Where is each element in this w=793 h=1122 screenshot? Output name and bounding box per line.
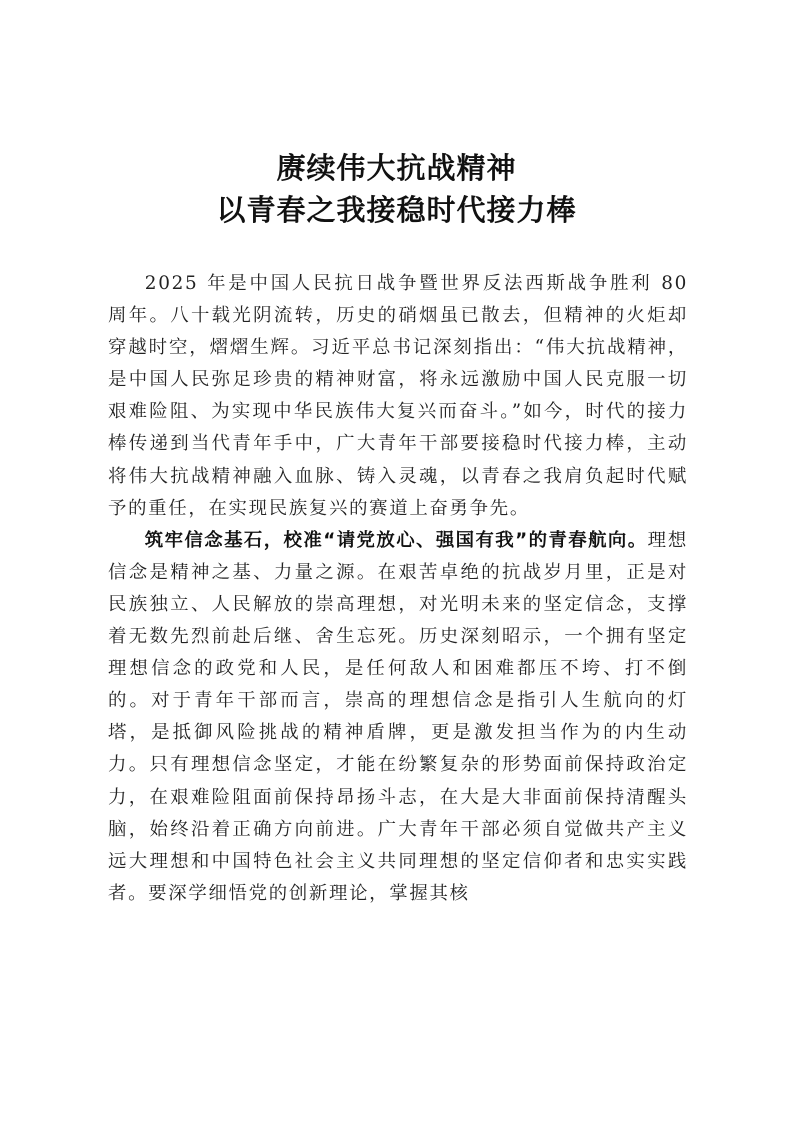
paragraph-text: 理想信念是精神之基、力量之源。在艰苦卓绝的抗战岁月里，正是对民族独立、人民解放的崇高理想，对光明未来的坚定信念，支撑着无数先烈前赴后继、舍生忘死。历史深刻昭示，一个拥有坚定理想信念的政党和人民，是任何敌人和困难都压不垮、打不倒的。对于青年干部而言，崇高的理想信念是指引人生航向的灯塔，是抵御风险挑战的精神盾牌，更是激发担当作为的内生动力。只有理想信念坚定，才能在纷繁复杂的形势面前保持政治定力，在艰难险阻面前保持昂扬斗志，在大是大非面前保持清醒头脑，始终沿着正确方向前进。广大青年干部必须自觉做共产主义远大理想和中国特色社会主义共同理想的坚定信仰者和忠实实践者。要深学细悟党的创新理论，掌握其核 bbox=[108, 529, 689, 904]
document-body bbox=[108, 268, 688, 910]
document-title-line-1: 赓续伟大抗战精神 bbox=[276, 151, 517, 185]
paragraph-text: 2025 年是中国人民抗日战争暨世界反法西斯战争胜利 80 周年。八十载光阴流转，历史的硝烟虽已散去，但精神的火炬却穿越时空，熠熠生辉。习近平总书记深刻指出：“伟大抗战精神，是中国人民弥足珍贵的精神财富，将永远激励中国人民克服一切艰难险阻、为实现中华民族伟大复兴而奋斗。”如今，时代的接力棒传递到当代青年手中，广大青年干部要接稳时代接力棒，主动将伟大抗战精神融入血脉、铸入灵魂，以青春之我肩负起时代赋予的重任，在实现民族复兴的赛道上奋勇争先。 bbox=[108, 273, 688, 519]
paragraph-lead: 筑牢信念基石，校准“请党放心、强国有我”的青春航向。 bbox=[144, 529, 648, 551]
paragraph-intro bbox=[108, 268, 688, 525]
paragraph-belief bbox=[108, 525, 688, 910]
document-title-line-2: 以青春之我接稳时代接力棒 bbox=[216, 193, 577, 227]
